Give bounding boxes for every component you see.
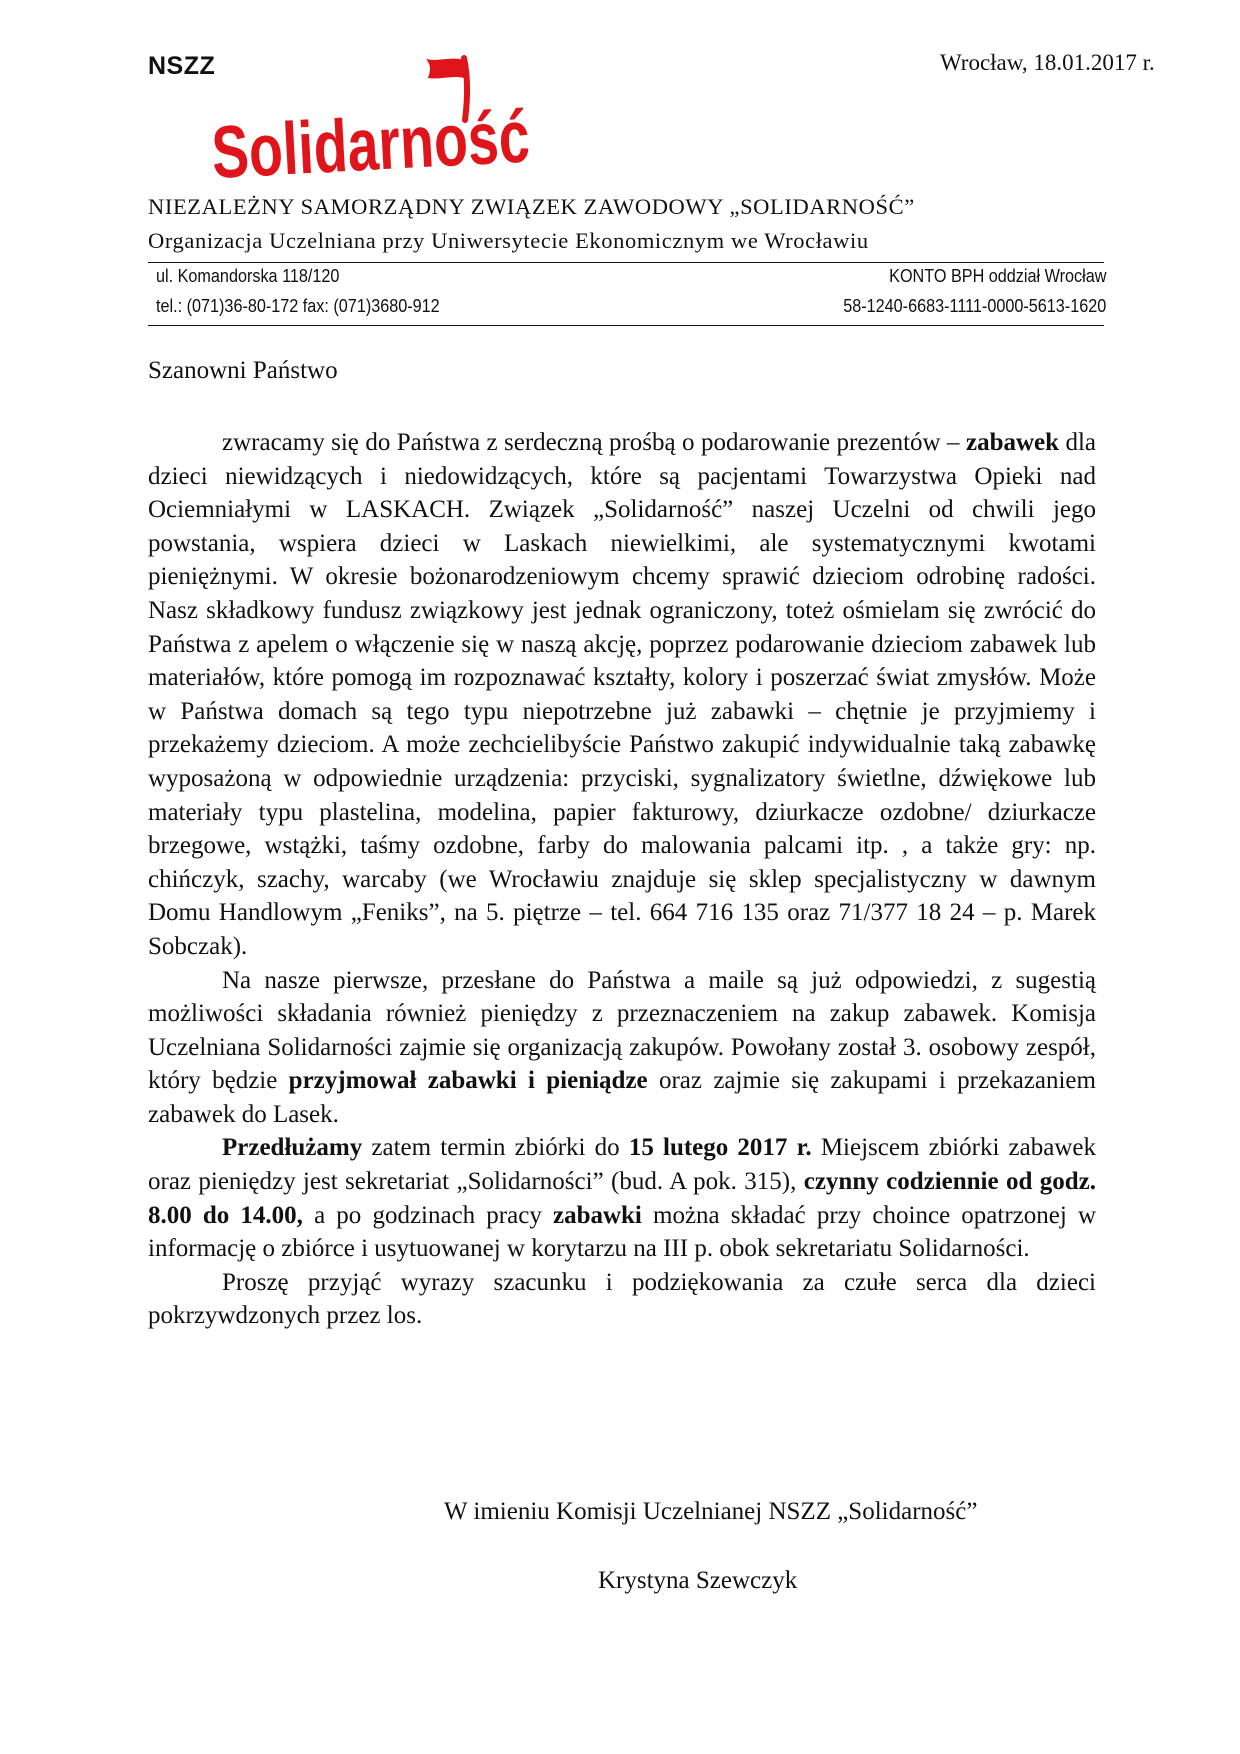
paragraph-4: Proszę przyjąć wyrazy szacunku i podziękowania za czułe serca dla dzieci pokrzywdzonych przez los. [148, 1268, 1096, 1330]
paragraph-3: Przedłużamy zatem termin zbiórki do 15 lutego 2017 r. Miejscem zbiórki zabawek oraz pieniędzy jest sekretariat „Solidarności” (bud. A pok. 315), czynny codziennie od godz. 8.00 do 14.00, a po godzinach pracy zabawki można składać przy choince opatrzonej w informację o zbiórce i usytuowanej w korytarzu na III p. obok sekretariatu Solidarności. [148, 1134, 1096, 1263]
header-divider-bottom [148, 325, 1104, 326]
address: ul. Komandorska 118/120 [156, 266, 340, 286]
logo-nszz-text: NSZZ [148, 52, 216, 80]
flag-cloth [426, 59, 464, 79]
paragraph-2: Na nasze pierwsze, przesłane do Państwa a maile są już odpowiedzi, z sugestią możliwości składania również pieniędzy z przeznaczeniem na zakup zabawek. Komisja Uczelniana Solidarności zajmie się organizacją zakupów. Powołany został 3. osobowy zespół, który będzie przyjmował zabawki i pieniądze oraz zajmie się zakupami i przekazaniem zabawek do Lasek. [148, 966, 1096, 1128]
signature-name: Krystyna Szewczyk [598, 1567, 798, 1594]
salutation: Szanowni Państwo [148, 357, 338, 384]
paragraph-1: zwracamy się do Państwa z serdeczną prośbą o podarowanie prezentów – zabawek dla dzieci niewidzących i niedowidzących, które są pacjentami Towarzystwa Opieki nad Ociemniałymi w LASKACH. Związek „Solidarność” naszej Uczelni od chwili jego powstania, wspiera dzieci w Laskach niewielkimi, ale systematycznymi kwotami pieniężnymi. W okresie bożonarodzeniowym chcemy sprawić dzieciom odrobinę radości. Nasz składkowy fundusz związkowy jest jednak ograniczony, toteż ośmielam się zwrócić do Państwa z apelem o włączenie się w naszą akcję, poprzez podarowanie dzieciom zabawek lub materiałów, które pomogą im rozpoznawać kształty, kolory i poszerzać świat zmysłów. Może w Państwa domach są tego typu niepotrzebne już zabawki – chętnie je przyjmiemy i przekażemy dzieciom. A może zechcielibyście Państwo zakupić indywidualnie taką zabawkę wyposażoną w odpowiednie urządzenia: przyciski, sygnalizatory świetlne, dźwiękowe lub materiały typu plastelina, modelina, papier fakturowy, dziurkacze ozdobne/ dziurkacze brzegowe, wstążki, taśmy ozdobne, farby do malowania palcami itp. , a także gry: np. chińczyk, szachy, warcaby (we Wrocławiu znajduje się sklep specjalistyczny w dawnym Domu Handlowym „Feniks”, na 5. piętrze – tel. 664 716 135 oraz 71/377 18 24 – p. Marek Sobczak). [148, 429, 1096, 960]
bank-name: KONTO BPH oddział Wrocław [888, 266, 1106, 286]
organization-name: NIEZALEŻNY SAMORZĄDNY ZWIĄZEK ZAWODOWY „SOLIDARNOŚĆ” [148, 194, 915, 219]
closing-line: W imieniu Komisji Uczelnianej NSZZ „Solidarność” [444, 1498, 978, 1525]
organization-unit: Organizacja Uczelniana przy Uniwersytecie Ekonomicznym we Wrocławiu [148, 228, 869, 253]
logo-wordmark-text: Solidarność [209, 88, 637, 195]
header-divider-top [148, 262, 1104, 263]
logo-wordmark-graphic [206, 52, 637, 195]
letter-date: Wrocław, 18.01.2017 r. [940, 50, 1155, 75]
solidarnosc-logo [148, 52, 637, 195]
letter-body [148, 426, 1096, 1333]
phone-fax: tel.: (071)36-80-172 fax: (071)3680-912 [156, 296, 440, 316]
bank-account: 58-1240-6683-1111-0000-5613-1620 [842, 296, 1106, 316]
